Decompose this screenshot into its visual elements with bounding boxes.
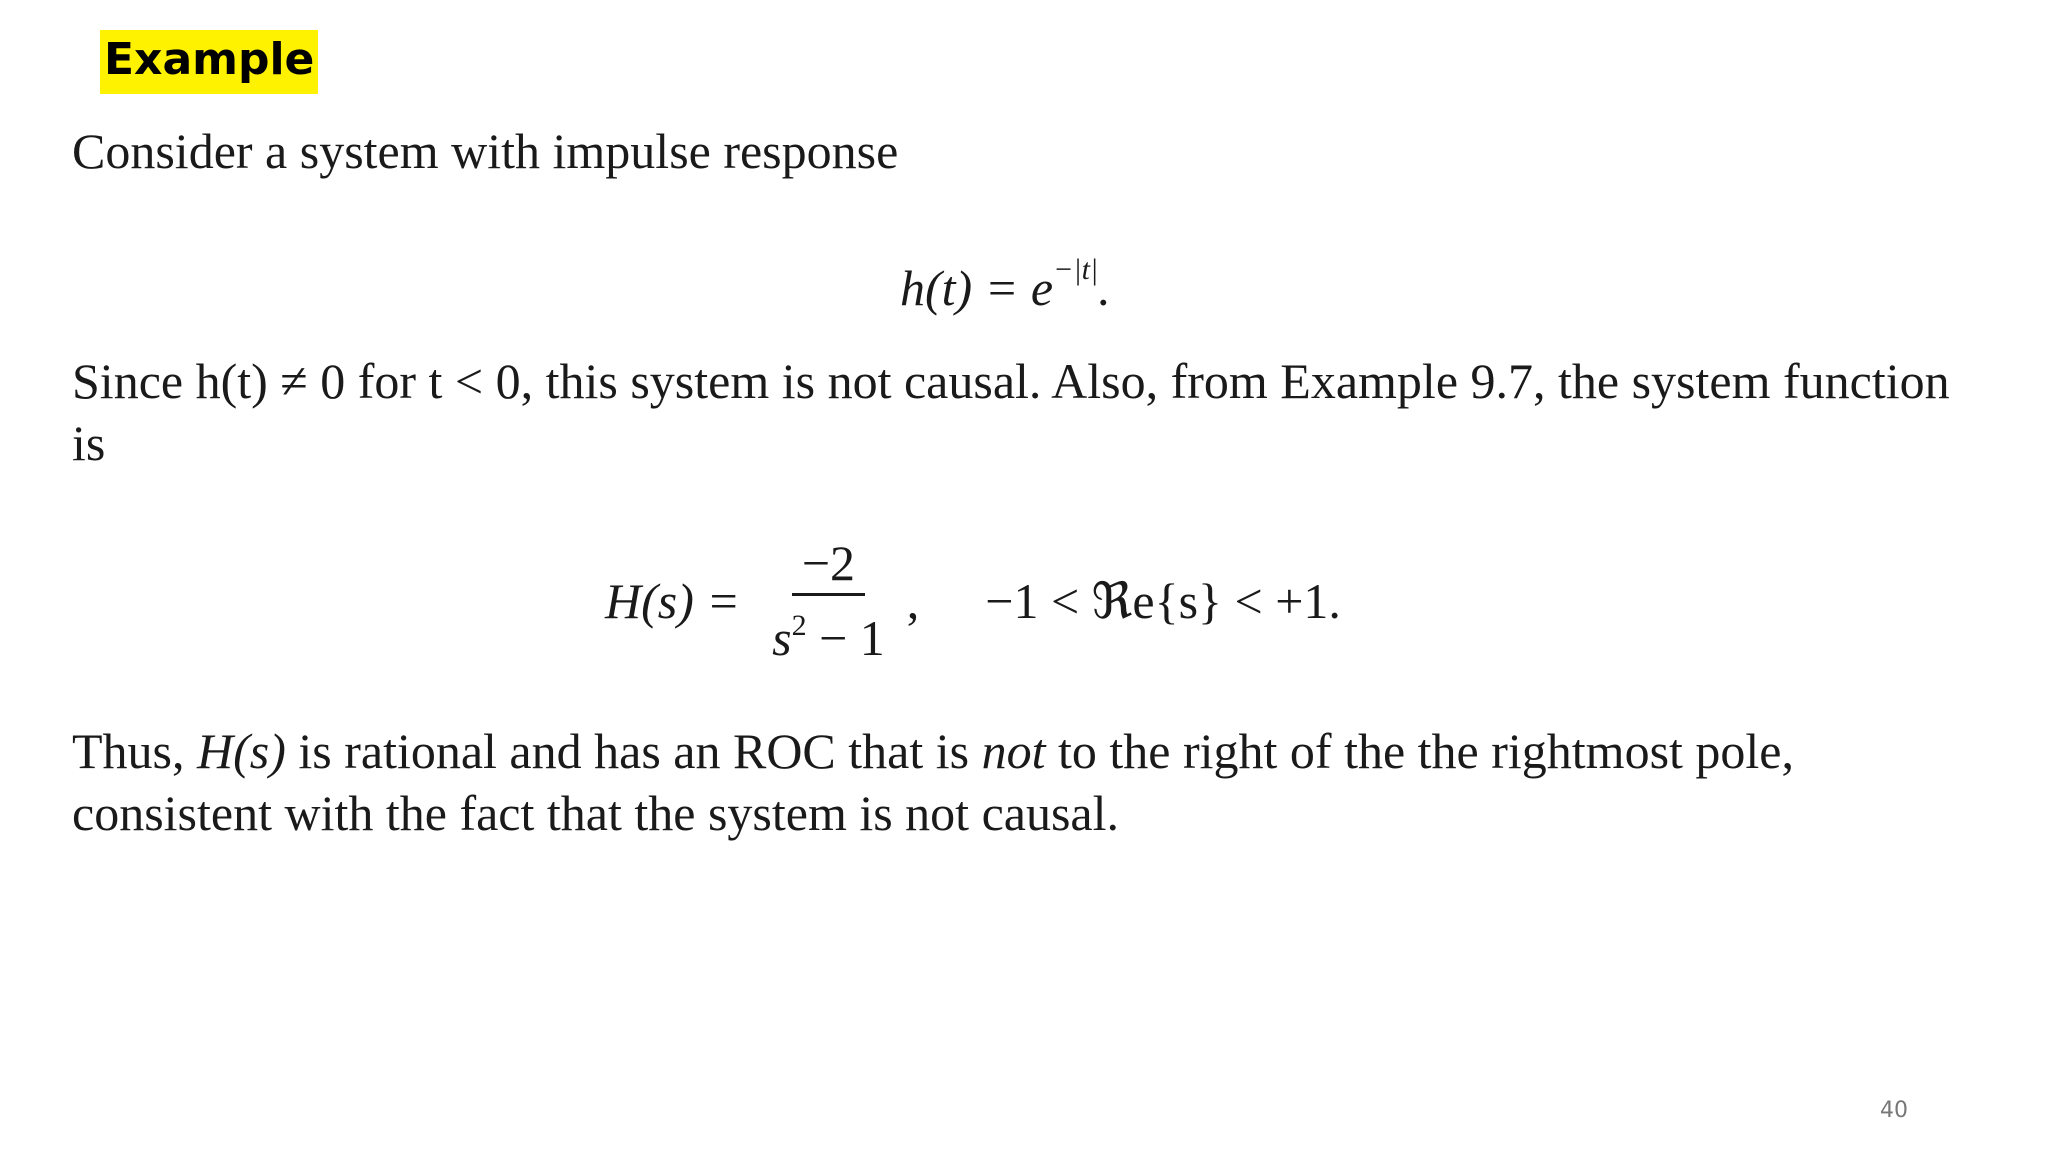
denominator-rest: − 1 [806,610,885,666]
intro-paragraph: Consider a system with impulse response [72,123,899,179]
denominator-base: s [772,610,792,666]
system-function-fraction [762,535,895,666]
region-of-convergence: −1 < ℜe{s} < +1. [985,572,1341,629]
conclusion-hs: H(s) [197,723,286,779]
page-number: 40 [1880,1098,1908,1123]
conclusion-middle: is rational and has an ROC that is [285,723,982,779]
system-function-equation [605,535,1341,666]
causality-paragraph: Since h(t) ≠ 0 for t < 0, this system is not causal. Also, from Example 9.7, the system function is [72,353,1950,471]
conclusion-end: to the right of the the rightmost pole, consistent with the fact that the system is not causal. [72,723,1795,841]
fraction-numerator: −2 [792,535,865,596]
denominator-exponent: 2 [791,609,807,642]
fraction-denominator [762,596,895,666]
example-heading: Example [100,30,318,94]
equation-1-exponent: −|t| [1053,253,1099,286]
impulse-response-equation [900,240,1111,318]
equation-1-lhs: h(t) = e [900,260,1054,316]
conclusion-not: not [981,723,1046,779]
equation-1-end: . [1098,260,1111,316]
conclusion-paragraph [72,720,1992,844]
equation-2-comma: , [906,572,920,629]
equation-2-lhs: H(s) = [605,572,741,629]
conclusion-start: Thus, [72,723,197,779]
